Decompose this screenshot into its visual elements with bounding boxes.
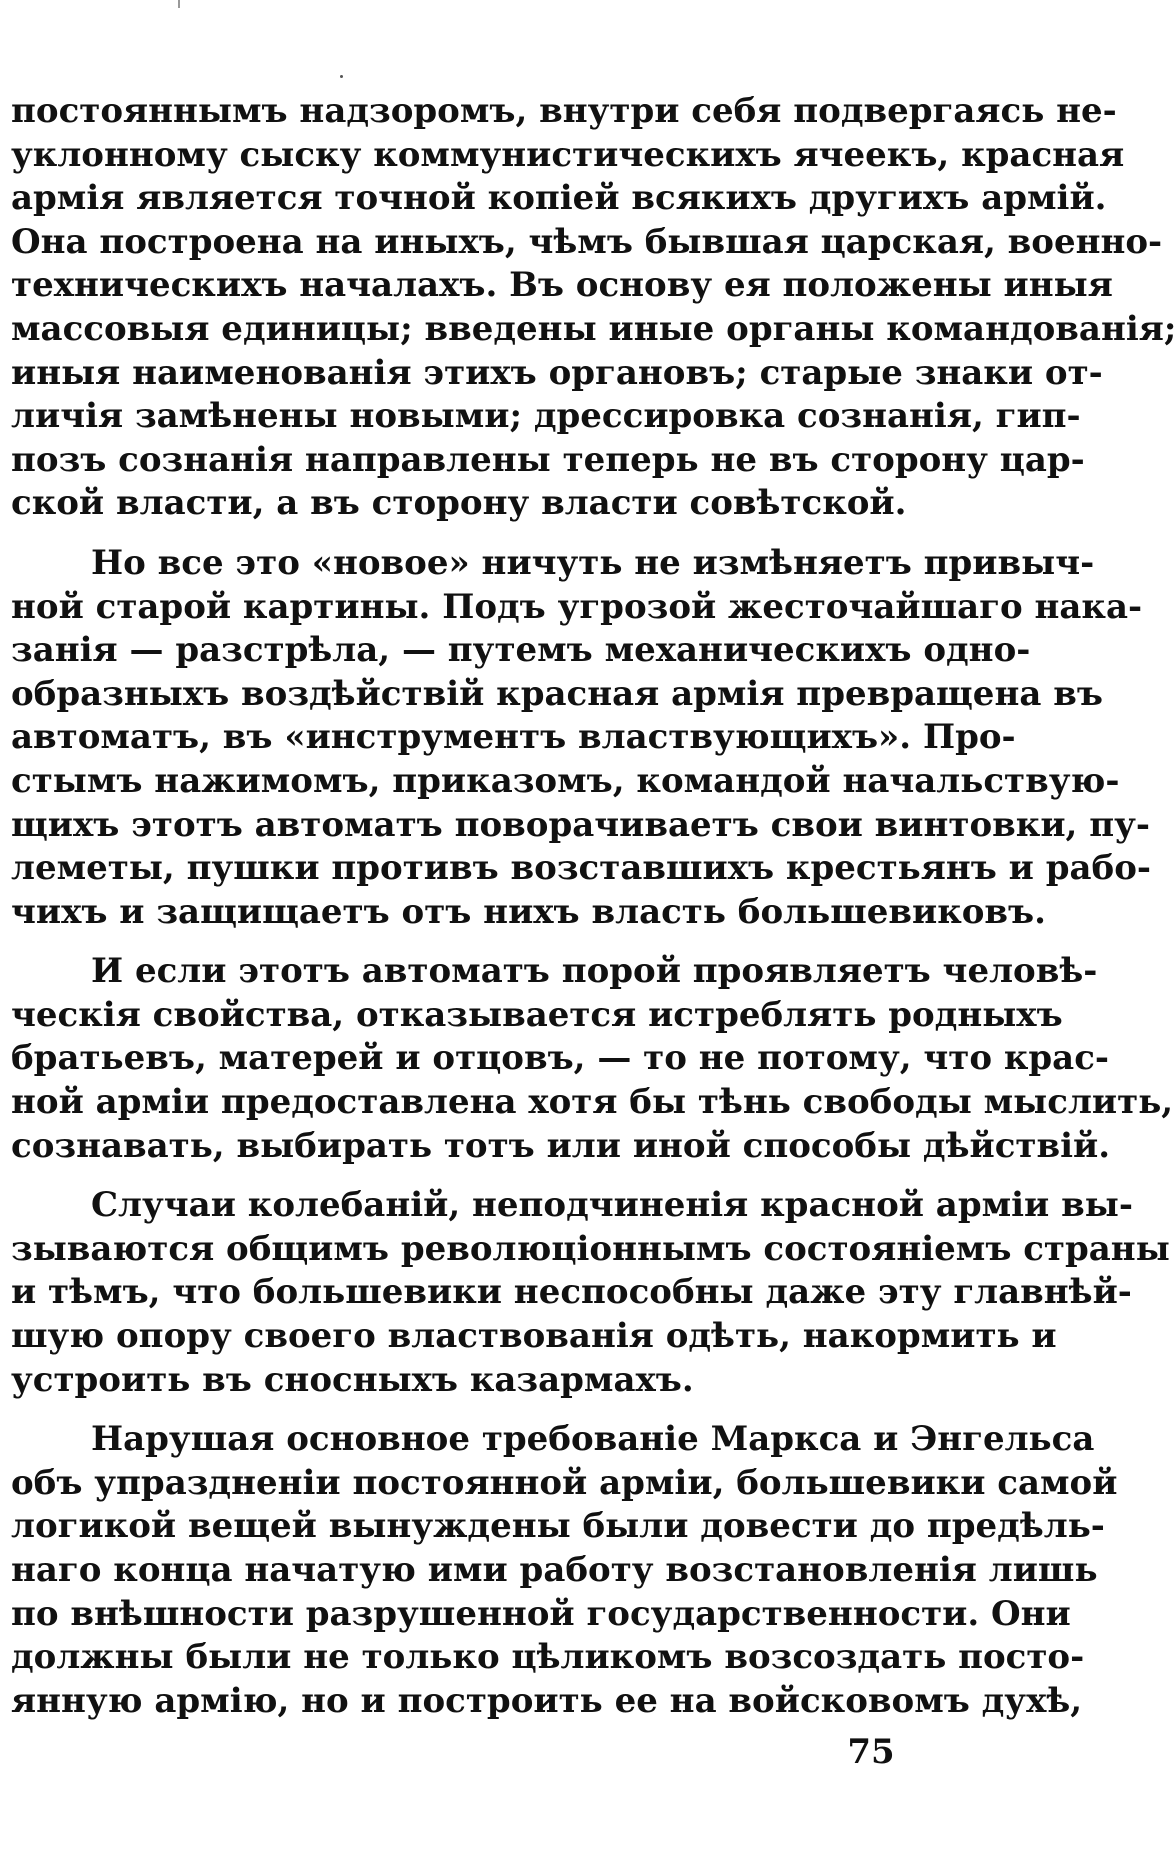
text-line: ной арміи предоставлена хотя бы тѣнь свободы мыслить, xyxy=(11,1082,1174,1123)
text-line: Но все это «новое» ничуть не измѣняетъ привыч- xyxy=(91,542,1095,583)
text-line: должны были не только цѣликомъ возсоздать посто- xyxy=(11,1637,1085,1678)
text-line: леметы, пушки противъ возставшихъ крестьянъ и рабо- xyxy=(11,848,1151,889)
text-line: техническихъ началахъ. Въ основу ея положены иныя xyxy=(11,265,1113,306)
text-line: щихъ этотъ автоматъ поворачиваетъ свои винтовки, пу- xyxy=(11,804,1150,845)
text-line: постояннымъ надзоромъ, внутри себя подвергаясь не- xyxy=(11,91,1117,131)
text-line: логикой вещей вынуждены были довести до предѣль- xyxy=(11,1506,1105,1547)
text-line: позъ сознанія направлены теперь не въ сторону цар- xyxy=(11,439,1085,480)
text-line: Случаи колебаній, неподчиненія красной арміи вы- xyxy=(91,1185,1133,1226)
text-line: Нарушая основное требованіе Маркса и Энгельса xyxy=(91,1419,1095,1460)
text-line: объ упраздненіи постоянной арміи, большевики самой xyxy=(11,1462,1118,1503)
text-line: уклонному сыску коммунистическихъ ячеекъ, красная xyxy=(11,134,1125,175)
text-line: Она построена на иныхъ, чѣмъ бывшая царская, военно- xyxy=(11,221,1163,262)
text-line: образныхъ воздѣйствій красная армія превращена въ xyxy=(11,673,1103,714)
text-line: наго конца начатую ими работу возстановленія лишь xyxy=(11,1550,1098,1590)
text-line: ческія свойства, отказывается истреблять родныхъ xyxy=(11,994,1063,1035)
text-line: по внѣшности разрушенной государственности. Они xyxy=(11,1593,1071,1634)
text-line: ной старой картины. Подъ угрозой жесточайшаго нака- xyxy=(11,586,1143,627)
paragraph-5 xyxy=(11,1418,1118,1723)
text-line: сознавать, выбирать тотъ или иной способы дѣйствій. xyxy=(11,1125,1111,1166)
paragraph-1 xyxy=(11,90,1176,526)
text-line: чихъ и защищаетъ отъ нихъ власть большевиковъ. xyxy=(11,891,1046,932)
text-line: автоматъ, въ «инструментъ властвующихъ». Про- xyxy=(11,717,1016,758)
ink-dot xyxy=(340,75,343,78)
text-line: братьевъ, матерей и отцовъ, — то не потому, что крас- xyxy=(11,1038,1110,1079)
text-line: устроить въ сносныхъ казармахъ. xyxy=(11,1359,694,1400)
text-line: зываются общимъ революціоннымъ состояніемъ страны xyxy=(11,1228,1170,1269)
scan-mark xyxy=(178,0,180,8)
text-line: ской власти, а въ сторону власти совѣтской. xyxy=(11,483,907,524)
text-line: И если этотъ автоматъ порой проявляетъ человѣ- xyxy=(91,951,1098,992)
text-line: массовыя единицы; введены иные органы командованія; xyxy=(11,308,1176,349)
text-line: и тѣмъ, что большевики неспособны даже эту главнѣй- xyxy=(11,1272,1132,1313)
paragraph-3 xyxy=(11,950,1174,1168)
paragraph-2 xyxy=(11,542,1151,934)
text-line: янную армію, но и построить ее на войсковомъ духѣ, xyxy=(11,1680,1083,1721)
page-number: 75 xyxy=(847,1732,895,1772)
text-line: армія является точной копіей всякихъ другихъ армій. xyxy=(11,178,1107,219)
page-body-text xyxy=(11,90,1176,1739)
text-line: иныя наименованія этихъ органовъ; старые знаки от- xyxy=(11,352,1103,393)
text-line: личія замѣнены новыми; дрессировка сознанія, гип- xyxy=(11,396,1081,437)
paragraph-4 xyxy=(11,1184,1170,1402)
text-line: шую опору своего властвованія одѣть, накормить и xyxy=(11,1316,1057,1357)
text-line: занія — разстрѣла, — путемъ механическихъ одно- xyxy=(11,630,1031,671)
text-line: стымъ нажимомъ, приказомъ, командой начальствую- xyxy=(11,760,1120,801)
